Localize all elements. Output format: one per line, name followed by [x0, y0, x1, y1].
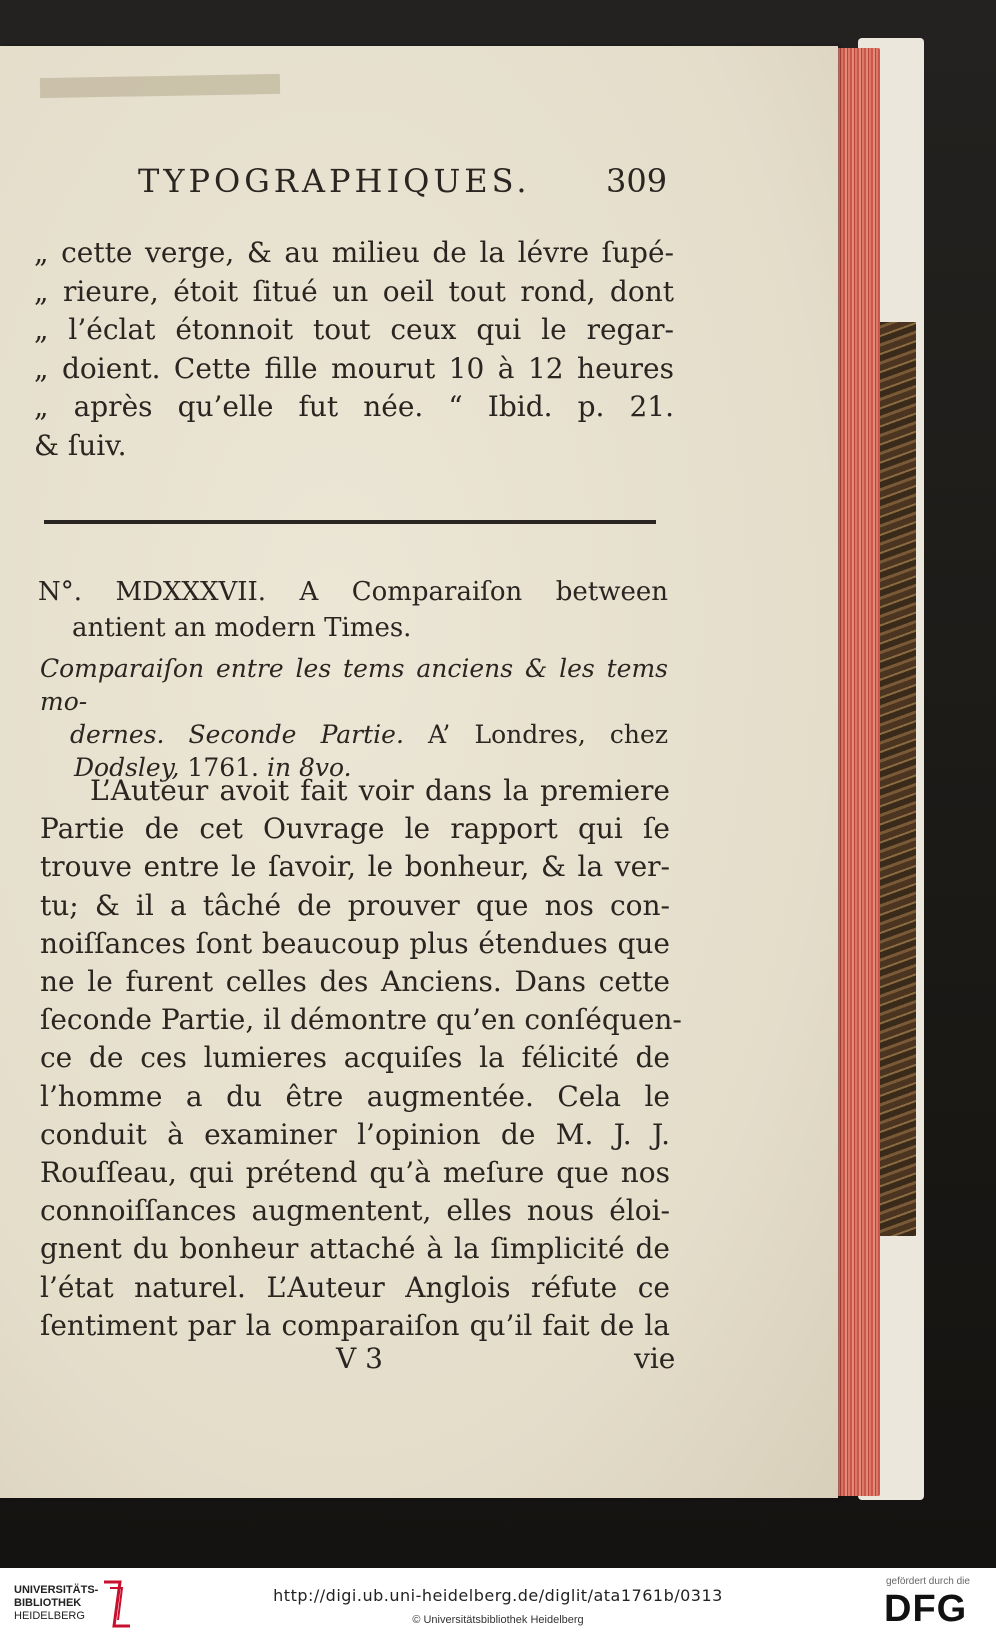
- review-paragraph: [40, 772, 682, 1345]
- citation-line-2: [40, 718, 668, 751]
- citation: [40, 652, 668, 784]
- page-number: 309: [606, 162, 668, 200]
- body-line: gnent du bonheur attaché à la ſimplicité de: [40, 1232, 670, 1266]
- citation-place: A’ Londres, chez: [428, 720, 668, 749]
- quote-line: „ après qu’elle fut née. “ Ibid. p. 21.: [34, 390, 674, 423]
- citation-title: Comparaiſon entre les tems anciens & les tems mo-: [40, 654, 668, 716]
- citation-format: in 8vo.: [266, 753, 352, 782]
- quote-line: „ l’éclat étonnoit tout ceux qui le regar-: [34, 313, 674, 346]
- library-line: HEIDELBERG: [14, 1610, 85, 1622]
- running-head: TYPOGRAPHIQUES.: [138, 162, 531, 200]
- dfg-logo: DFG: [884, 1588, 968, 1630]
- body-line: noiſſances ſont beaucoup plus étendues que: [40, 926, 670, 960]
- funded-by-label: gefördert durch die: [886, 1576, 970, 1587]
- body-line: trouve entre le ſavoir, le bonheur, & la ver-: [40, 850, 670, 884]
- quote-line: „ rieure, étoit ſitué un oeil tout rond, dont: [34, 274, 674, 308]
- entry-number: N°. MDXXXVII. A Comparaiſon between: [38, 577, 668, 607]
- quote-block: [34, 234, 674, 465]
- permalink-url[interactable]: http://digi.ub.uni-heidelberg.de/diglit/ata1761b/0313: [273, 1586, 723, 1605]
- body-line: Partie de cet Ouvrage le rapport qui ſe: [40, 812, 670, 846]
- body-line: Rouſſeau, qui prétend qu’à meſure que nos: [40, 1156, 670, 1190]
- section-rule: [44, 520, 656, 524]
- catchword: vie: [634, 1342, 676, 1375]
- body-line: ſentiment par la comparaiſon qu’il fait de la: [40, 1308, 670, 1342]
- citation-publisher: Dodsley,: [74, 753, 180, 782]
- body-line: ne le furent celles des Anciens. Dans cette: [40, 965, 670, 999]
- citation-year: 1761.: [187, 753, 259, 782]
- body-line: connoiſſances augmentent, elles nous éloi-: [40, 1194, 670, 1228]
- quote-line: & ſuiv.: [34, 428, 127, 462]
- page-tear: [40, 74, 280, 98]
- body-line: tu; & il a tâché de prouver que nos con-: [40, 888, 670, 922]
- body-line: l’homme a du être augmentée. Cela le: [40, 1079, 670, 1113]
- body-line: conduit à examiner l’opinion de M. J. J.: [40, 1117, 670, 1151]
- library-line: UNIVERSITÄTS-: [14, 1584, 99, 1596]
- entry-heading: [38, 574, 668, 646]
- signature-mark: V 3: [336, 1342, 383, 1375]
- viewer-footer: [0, 1568, 996, 1643]
- quote-line: „ doient. Cette fille mourut 10 à 12 heures: [34, 351, 674, 385]
- entry-title: antient an modern Times.: [72, 613, 412, 643]
- library-line: BIBLIOTHEK: [14, 1597, 82, 1609]
- body-line: l’état naturel. L’Auteur Anglois réfute ce: [40, 1270, 670, 1304]
- body-line: ſeconde Partie, il démontre qu’en conſéquen-: [40, 1003, 682, 1037]
- copyright-notice: © Universitätsbibliothek Heidelberg: [412, 1614, 584, 1626]
- body-line: ce de ces lumieres acquiſes la félicité de: [40, 1041, 670, 1075]
- citation-part: dernes. Seconde Partie.: [70, 720, 404, 749]
- quote-line: „ cette verge, & au milieu de la lévre ſupé-: [34, 236, 674, 269]
- body-line: L’Auteur avoit fait voir dans la premiere: [90, 774, 670, 807]
